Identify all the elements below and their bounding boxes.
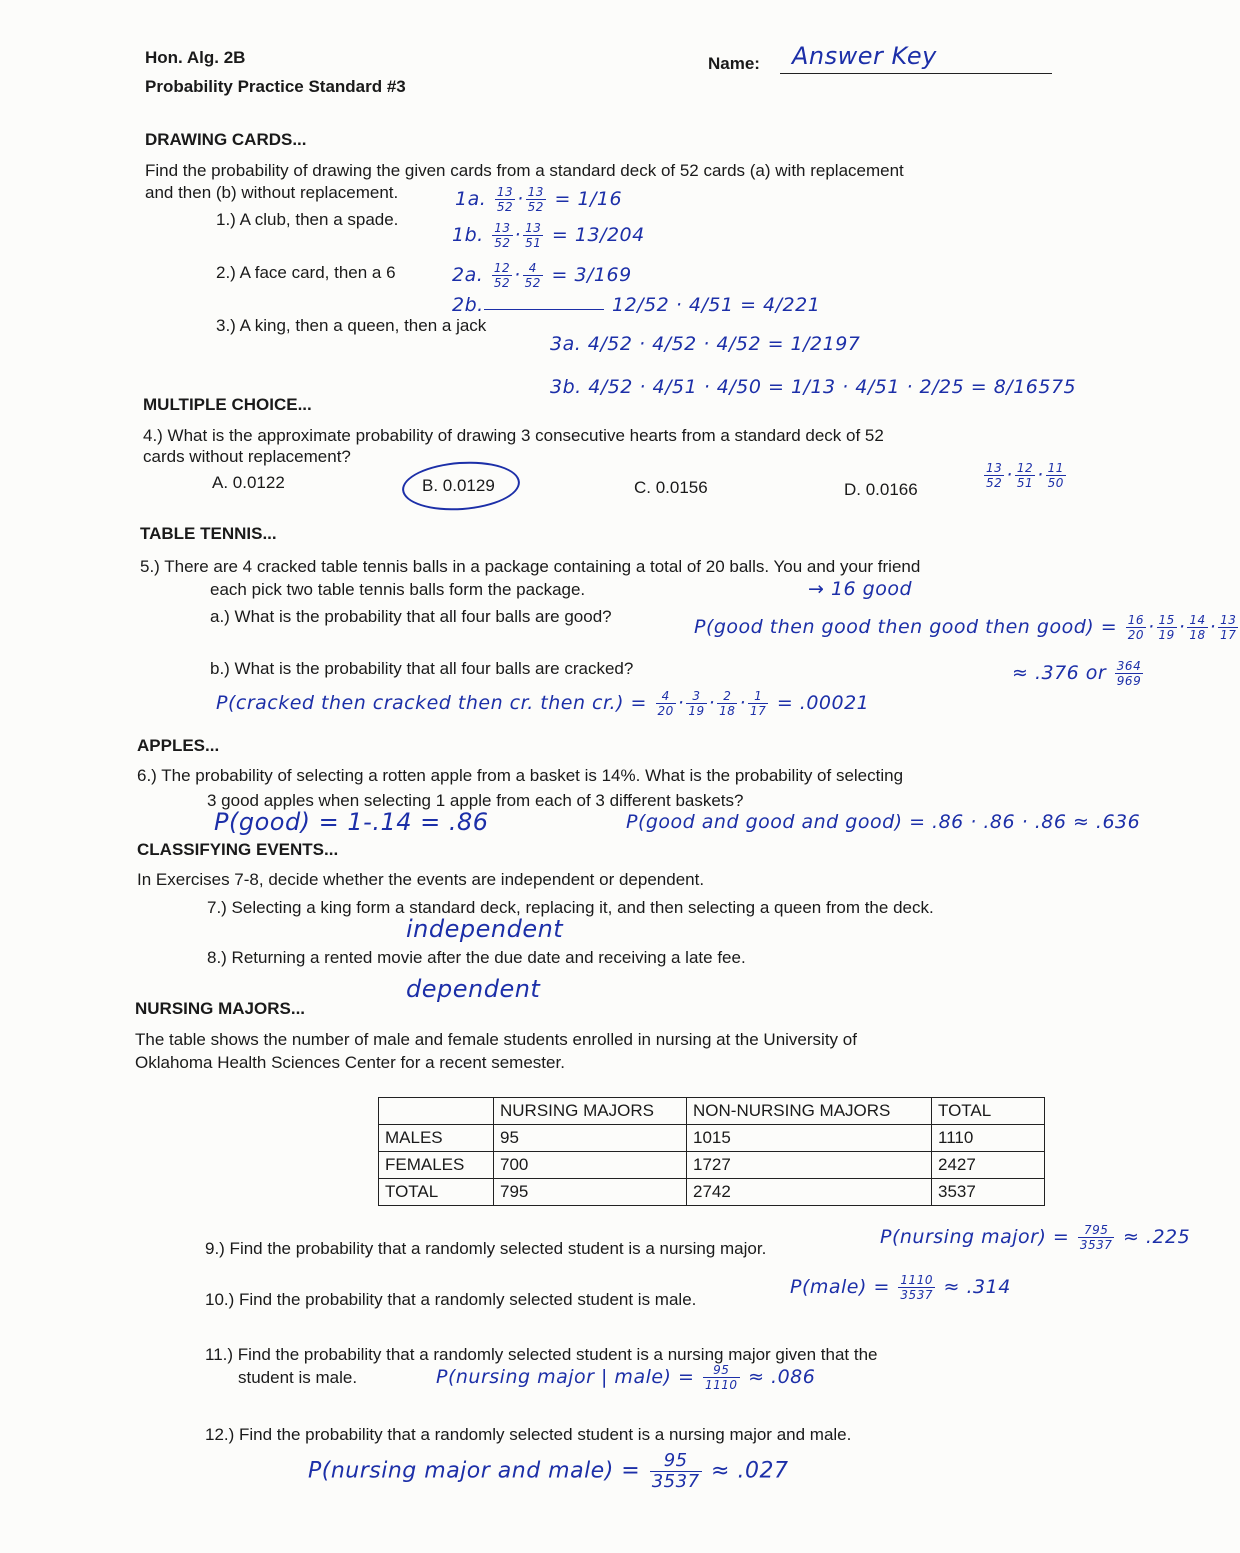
- question-3: 3.) A king, then a queen, then a jack: [216, 316, 487, 335]
- question-4-cont: cards without replacement?: [143, 447, 351, 466]
- section-heading-nursing: NURSING MAJORS...: [135, 999, 306, 1018]
- answer-circle: [400, 458, 521, 514]
- cards-instructions: Find the probability of drawing the given cards from a standard deck of 52 cards (a) with replacement: [145, 161, 904, 180]
- table-header-cell: NURSING MAJORS: [494, 1098, 687, 1125]
- option-c: C. 0.0156: [634, 478, 708, 497]
- answer-8: dependent: [406, 975, 541, 1003]
- option-d: D. 0.0166: [844, 480, 918, 499]
- answer-5a-result: ≈ .376 or $\frac{364}{969}$: [1012, 659, 1142, 688]
- answer-7: independent: [406, 915, 564, 943]
- question-6-cont: 3 good apples when selecting 1 apple from each of 3 different baskets?: [207, 791, 744, 810]
- table-cell: 1110: [932, 1125, 1045, 1152]
- option-b: B. 0.0129: [422, 476, 495, 495]
- section-heading-classifying: CLASSIFYING EVENTS...: [137, 840, 339, 859]
- table-header-cell: NON-NURSING MAJORS: [687, 1098, 932, 1125]
- question-12: 12.) Find the probability that a randomly selected student is a nursing major and male.: [205, 1425, 852, 1444]
- table-row: [379, 1179, 1045, 1206]
- question-6: 6.) The probability of selecting a rotten apple from a basket is 14%. What is the probability of selecting: [137, 766, 904, 785]
- name-answer: Answer Key: [792, 42, 937, 70]
- answer-2b-label: 2b.: [452, 294, 484, 316]
- question-9: 9.) Find the probability that a randomly selected student is a nursing major.: [205, 1239, 767, 1258]
- answer-9: P(nursing major) = $\frac{795}{3537}$ ≈ .225: [880, 1223, 1191, 1252]
- section-heading-mc: MULTIPLE CHOICE...: [143, 395, 312, 414]
- answer-1b: 1b. $\frac{13}{52}$ · $\frac{13}{51}$ = 13/204: [452, 221, 645, 250]
- arrow: [484, 309, 604, 310]
- question-4: 4.) What is the approximate probability of drawing 3 consecutive hearts from a standard deck of 52: [143, 426, 884, 445]
- table-cell: TOTAL: [379, 1179, 494, 1206]
- worksheet-title: Probability Practice Standard #3: [145, 77, 406, 96]
- classifying-instructions: In Exercises 7-8, decide whether the events are independent or dependent.: [137, 870, 705, 889]
- table-cell: 1727: [687, 1152, 932, 1179]
- answer-2b: 12/52 · 4/51 = 4/221: [612, 294, 821, 316]
- table-header-cell: TOTAL: [932, 1098, 1045, 1125]
- answer-4-work: $\frac{13}{52}$ · $\frac{12}{51}$ · $\frac{11}{50}$: [986, 461, 1064, 490]
- table-cell: 700: [494, 1152, 687, 1179]
- question-11: 11.) Find the probability that a randomly selected student is a nursing major given that the: [205, 1345, 878, 1364]
- table-cell: FEMALES: [379, 1152, 494, 1179]
- question-7: 7.) Selecting a king form a standard deck, replacing it, and then selecting a queen from the deck.: [207, 898, 934, 917]
- question-10: 10.) Find the probability that a randomly selected student is male.: [205, 1290, 697, 1309]
- answer-3b: 3b. 4/52 · 4/51 · 4/50 = 1/13 · 4/51 · 2/25 = 8/16575: [550, 376, 1077, 398]
- answer-3a: 3a. 4/52 · 4/52 · 4/52 = 1/2197: [550, 333, 861, 355]
- section-heading-cards: DRAWING CARDS...: [145, 130, 307, 149]
- question-8: 8.) Returning a rented movie after the due date and receiving a late fee.: [207, 948, 746, 967]
- nursing-description: The table shows the number of male and female students enrolled in nursing at the University of: [135, 1030, 857, 1049]
- cards-instructions-2: and then (b) without replacement.: [145, 183, 399, 202]
- table-header-row: [379, 1098, 1045, 1125]
- nursing-table: [378, 1097, 1045, 1206]
- question-5-cont: each pick two table tennis balls form the package.: [210, 580, 586, 599]
- answer-6-step: P(good) = 1-.14 = .86: [214, 808, 489, 836]
- answer-10: P(male) = $\frac{1110}{3537}$ ≈ .314: [790, 1273, 1011, 1302]
- table-header-cell: [379, 1098, 494, 1125]
- table-row: [379, 1125, 1045, 1152]
- table-cell: 2427: [932, 1152, 1045, 1179]
- answer-5b: P(cracked then cracked then cr. then cr.) = $\frac{4}{20}$ · $\frac{3}{19}$ · $\frac{2}{18}$ · $\frac{1}{17}$ = .00021: [216, 689, 870, 718]
- section-heading-apples: APPLES...: [137, 736, 220, 755]
- question-5b: b.) What is the probability that all four balls are cracked?: [210, 659, 634, 678]
- question-2: 2.) A face card, then a 6: [216, 263, 396, 282]
- answer-1a: 1a. $\frac{13}{52}$ · $\frac{13}{52}$ = 1/16: [455, 185, 623, 214]
- course-title: Hon. Alg. 2B: [145, 48, 246, 67]
- table-cell: 2742: [687, 1179, 932, 1206]
- table-cell: 3537: [932, 1179, 1045, 1206]
- table-cell: 95: [494, 1125, 687, 1152]
- question-1: 1.) A club, then a spade.: [216, 210, 399, 229]
- answer-11: P(nursing major | male) = $\frac{95}{1110}$ ≈ .086: [436, 1363, 816, 1392]
- option-a: A. 0.0122: [212, 473, 285, 492]
- question-5a: a.) What is the probability that all four balls are good?: [210, 607, 612, 626]
- answer-5a: P(good then good then good then good) = $\frac{16}{20}$ · $\frac{15}{19}$ · $\frac{14}{18}$ · $\frac{13}{17}$: [694, 613, 1237, 642]
- section-heading-tennis: TABLE TENNIS...: [140, 524, 277, 543]
- question-11-cont: student is male.: [238, 1368, 358, 1387]
- note-good: → 16 good: [808, 578, 913, 600]
- answer-12: P(nursing major and male) = $\frac{95}{3537}$ ≈ .027: [308, 1450, 789, 1492]
- table-row: [379, 1152, 1045, 1179]
- table-cell: MALES: [379, 1125, 494, 1152]
- table-cell: 795: [494, 1179, 687, 1206]
- name-label: Name:: [708, 54, 760, 73]
- table-cell: 1015: [687, 1125, 932, 1152]
- name-underline: [780, 73, 1052, 74]
- answer-2a: 2a. $\frac{12}{52}$ · $\frac{4}{52}$ = 3/169: [452, 261, 632, 290]
- nursing-description-2: Oklahoma Health Sciences Center for a recent semester.: [135, 1053, 565, 1072]
- answer-6: P(good and good and good) = .86 · .86 · .86 ≈ .636: [626, 811, 1141, 833]
- question-5: 5.) There are 4 cracked table tennis balls in a package containing a total of 20 balls. You and your friend: [140, 557, 921, 576]
